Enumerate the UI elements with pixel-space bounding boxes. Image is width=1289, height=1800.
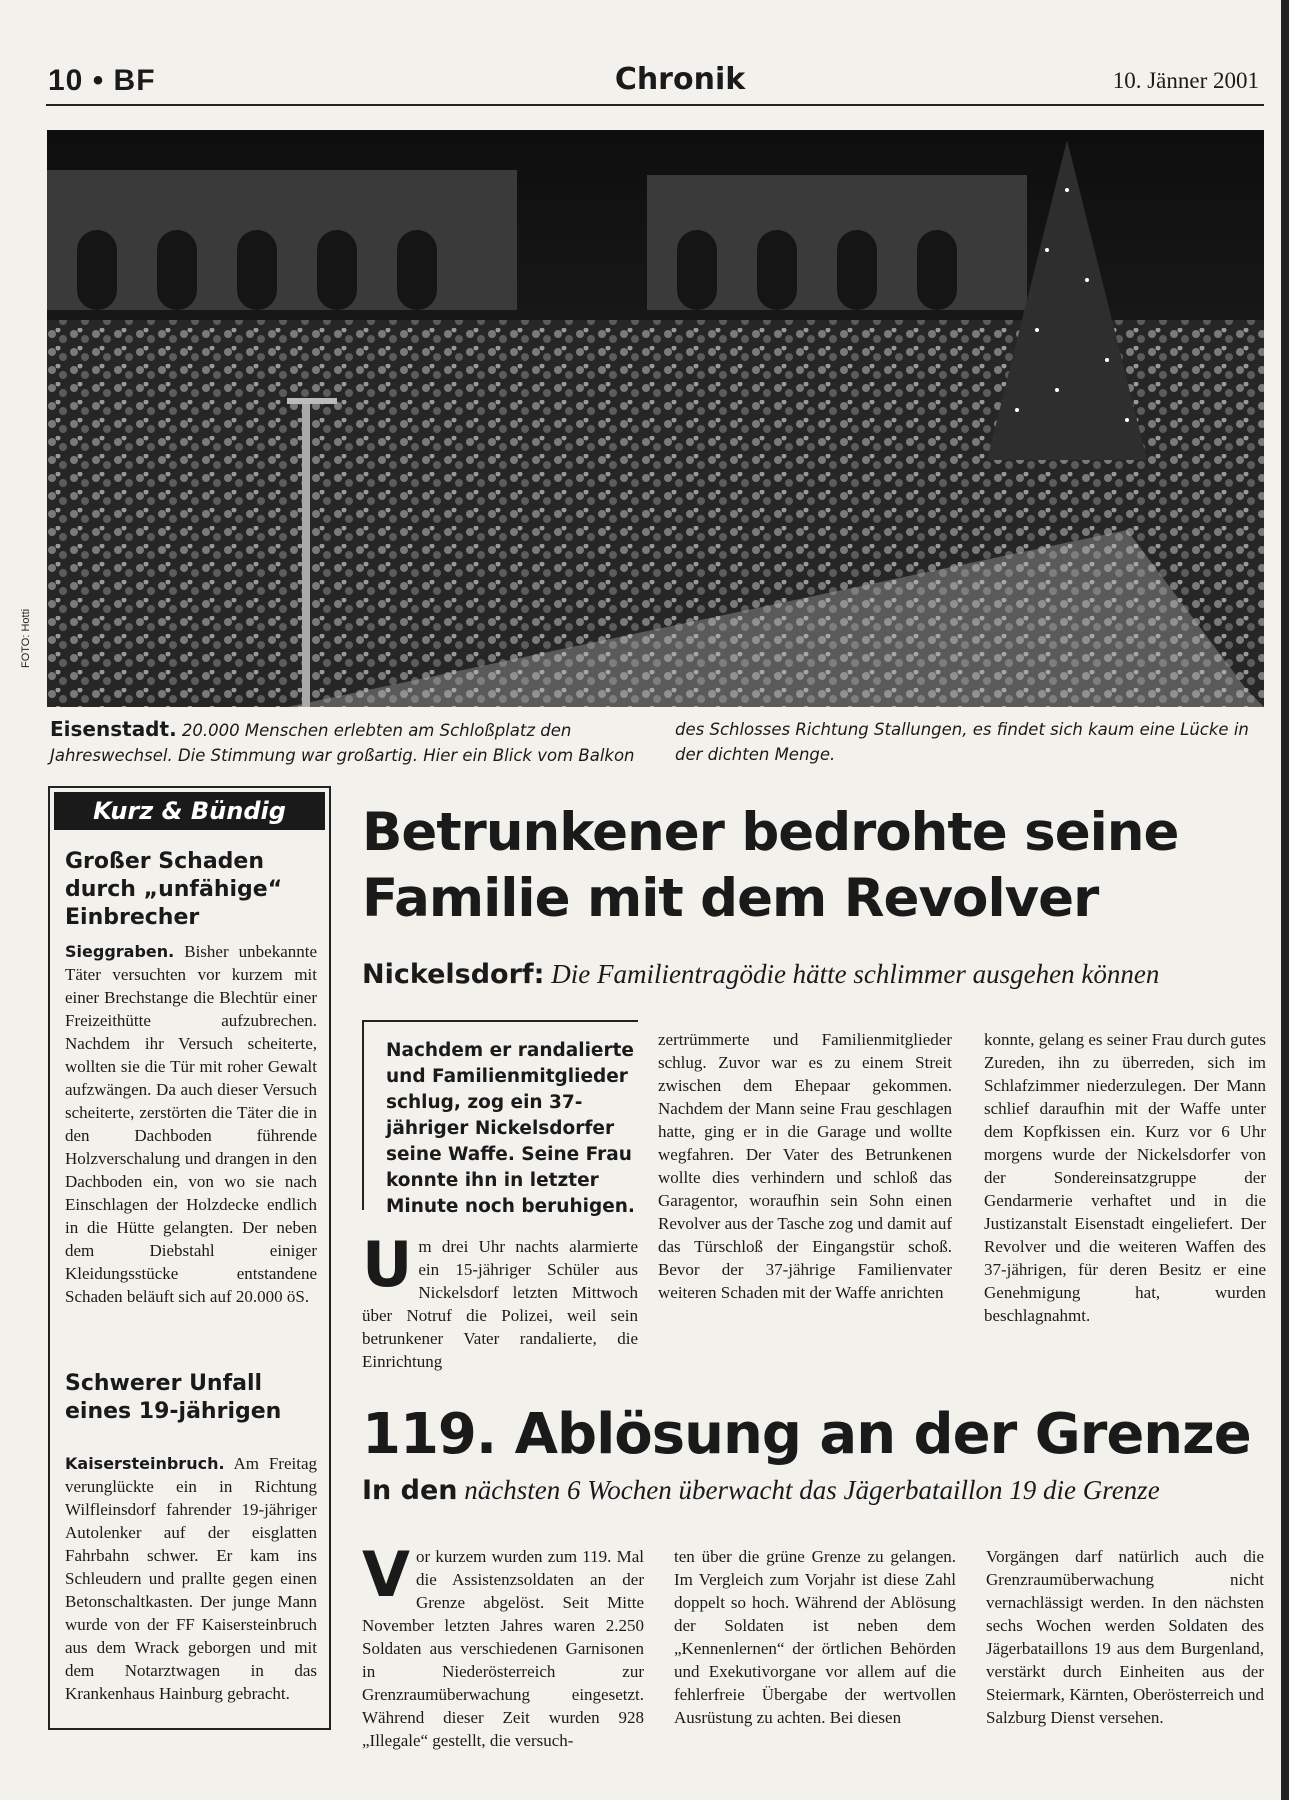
crowd-photo [47,130,1264,707]
sidebar-box [48,786,331,1730]
article2-col3: Vorgängen darf natürlich auch die Grenzraumüberwachung nicht vernachlässigt werden. In den nächsten sechs Wochen werden Soldaten des Jägerbataillons 19 aus dem Burgenland, verstärkt durch Einheiten aus der Steiermark, Kärnten, Oberösterreich und Salzburg Dienst versehen. [986,1547,1264,1727]
article1-sub-place: Nickelsdorf: [362,959,545,990]
photo-credit: FOTO: Hotti [20,608,32,668]
caption-text: 20.000 Menschen erlebten am Schloßplatz den Jahreswechsel. Die Stimmung war großartig. Hier ein Blick vom Balkon des Schlosses Richtung Stallungen, es findet sich kaum eine Lücke in der dichten Menge. [50,720,1249,765]
article1-dropcap: U [362,1228,413,1301]
article2-headline: 119. Ablösung an der Grenze [362,1402,1251,1467]
article2-dropcap: V [362,1538,410,1611]
article1-col2: zertrümmerte und Familienmitglieder schlug. Zuvor war es zu einem Streit zwischen dem Ehepaar gekommen. Nachdem der Mann seine Frau geschlagen hatte, ging er in die Garage und wollte wegfahren. Der Vater des Betrunkenen wollte dies verhindern und schloß das Garagentor, woraufhin sein Sohn einen Revolver aus der Tasche zog und damit auf das Türschloß der Eingangstür schoß. Bevor der 37-jährige Familienvater weiteren Schaden mit der Waffe anrichten [658,1030,952,1302]
article2-subheadline [362,1474,1262,1507]
article1-sub-text: Die Familientragödie hätte schlimmer ausgehen können [551,959,1160,989]
sidebar-story1-body [65,940,317,1308]
sidebar-story2-body [65,1452,317,1705]
sidebar-story1-place: Sieggraben. [65,942,175,961]
article1-lead: Nachdem er randalierte und Familienmitglieder schlug, zog ein 37-jähriger Nickelsdorfer seine Waffe. Seine Frau konnte ihn in letzter Minute noch beruhigen. [362,1020,638,1210]
article2-col2: ten über die grüne Grenze zu gelangen. Im Vergleich zum Vorjahr ist diese Zahl doppelt so hoch. Während der Ablösung der Soldaten ist neben dem „Kennenlernen“ der örtlichen Behörden und Exekutivorgane vor allem auf die fehlerfreie Übergabe der wertvollen Ausrüstung zu achten. Bei diesen [674,1547,956,1727]
article2-col1-text: or kurzem wurden zum 119. Mal die Assistenzsoldaten an der Grenze abgelöst. Seit Mitte November letzten Jahres waren 2.250 Soldaten aus verschiedenen Garnisonen in Niederösterreich zur Grenzraumüberwachung eingesetzt. Während dieser Zeit wurden 928 „Illegale“ gestellt, die versuch- [362,1547,644,1750]
page-number: 10 • BF [48,64,156,97]
sidebar-title: Kurz & Bündig [54,792,325,830]
article1-col1 [362,1228,638,1373]
article2-col1 [362,1538,644,1752]
article1-headline: Betrunkener bedrohte seine Familie mit dem Revolver [362,802,1179,929]
article1-subheadline [362,957,1262,992]
caption-place: Eisenstadt. [50,717,177,741]
sidebar-story1-headline: Großer Schaden durch „unfähige“ Einbrecher [65,849,283,930]
photo-caption [50,717,1260,768]
sidebar-story2-place: Kaisersteinbruch. [65,1454,225,1473]
sidebar-story2-text: Am Freitag verunglückte ein in Richtung Wilfleinsdorf fahrender 19-jähriger Autolenker auf der eisglatten Fahrbahn schwer. Er kam ins Schleudern und prallte gegen einen Betonschaltkasten. Der junge Mann wurde von der FF Kaisersteinbruch aus dem Wrack geborgen und mit dem Notarztwagen in das Krankenhaus Hainburg gebracht. [65,1454,317,1703]
article1-col3: konnte, gelang es seiner Frau durch gutes Zureden, ihn zu überreden, sich im Schlafzimmer niederzulegen. Der Mann schlief daraufhin mit der Waffe unter dem Kopfkissen ein. Kurz vor 6 Uhr morgens wurde der Nickelsdorfer von der Sondereinsatzgruppe der Gendarmerie verhaftet und in die Justizanstalt Eisenstadt eingeliefert. Der Revolver und die weiteren Waffen des 37-jährigen, für deren Besitz er eine Genehmigung hat, wurden beschlagnahmt. [984,1030,1266,1325]
issue-date: 10. Jänner 2001 [1112,68,1259,93]
section-title: Chronik [614,62,746,97]
crowd-photo-image [47,130,1264,707]
article2-sub-place: In den [362,1475,458,1506]
article2-sub-text: nächsten 6 Wochen überwacht das Jägerbataillon 19 die Grenze [464,1475,1160,1505]
article1-col1-text: m drei Uhr nachts alarmierte ein 15-jähriger Schüler aus Nickelsdorf letzten Mittwoch über Notruf die Polizei, weil sein betrunkener Vater randalierte, die Einrichtung [362,1237,638,1371]
sidebar-story1-text: Bisher unbekannte Täter versuchten vor kurzem mit einer Brechstange die Blechtür einer Freizeithütte aufzubrechen. Nachdem ihr Versuch scheiterte, wollten sie die Tür mit roher Gewalt aufzwängen. Da auch dieser Versuch scheiterte, zerstörten die Täter die in den Dachboden führende Holzverschalung und drangen in den Dachboden ein, von wo sie nach Einschlagen der Holzdecke endlich in die Hütte gelangten. Der neben dem Diebstahl einiger Kleidungsstücke entstandene Schaden beläuft sich auf 20.000 öS. [65,942,318,1306]
header-rule [46,104,1264,106]
page-edge-shadow [1281,0,1289,1800]
sidebar-story2-headline: Schwerer Unfall eines 19-jährigen [65,1371,282,1424]
